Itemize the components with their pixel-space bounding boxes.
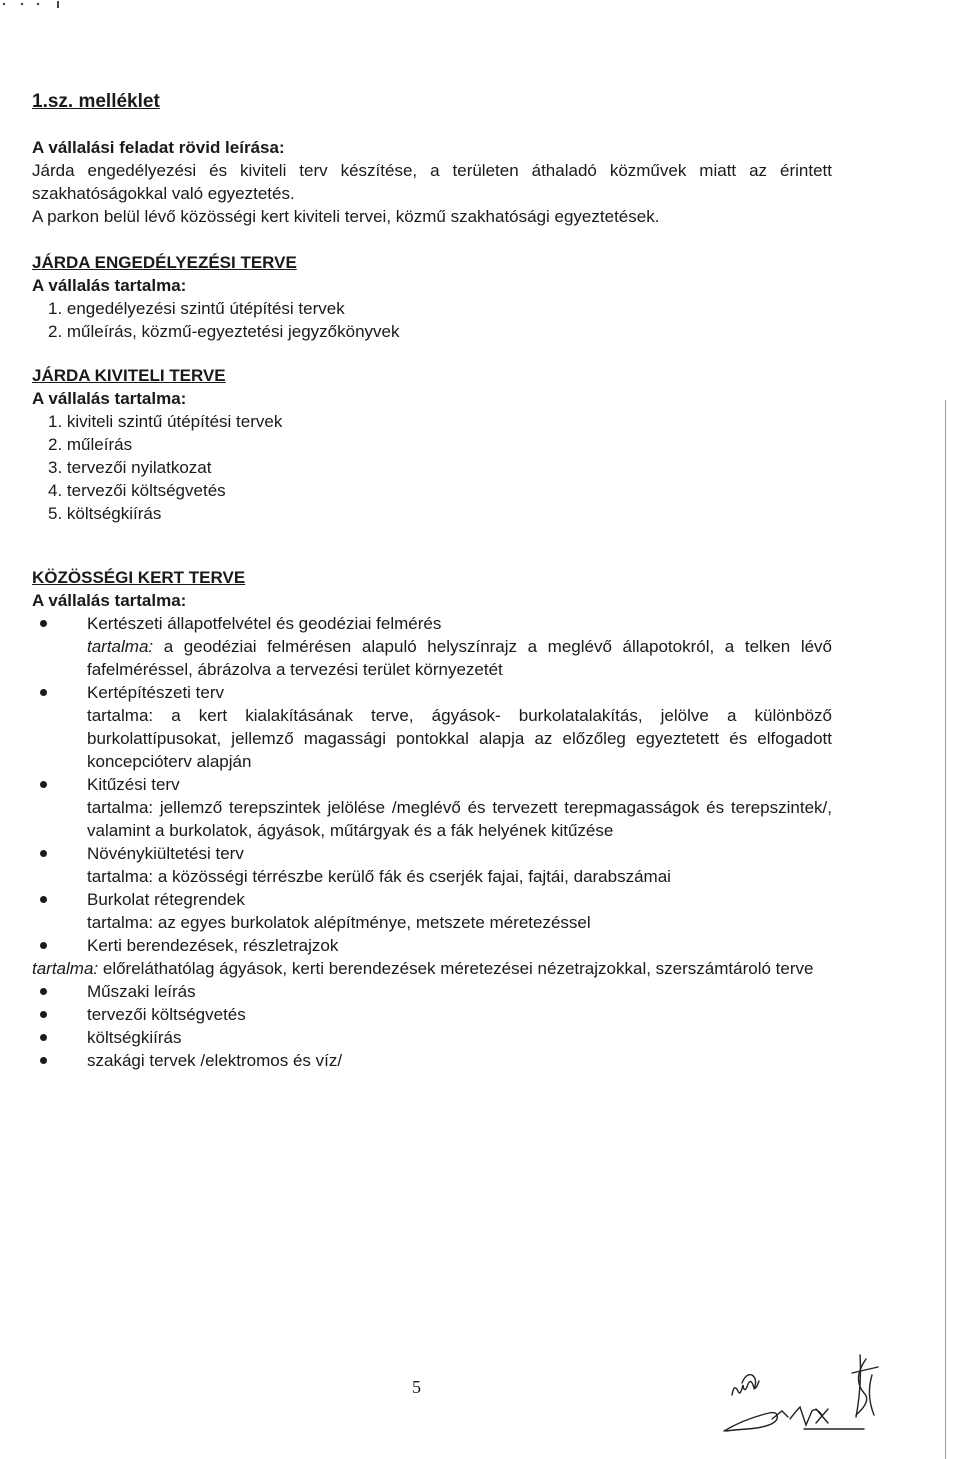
list-item (32, 773, 832, 842)
desc-text: a közösségi térrészbe kerülő fák és cserjék fajai, fajtái, darabszámai (153, 867, 671, 886)
item-description (87, 865, 832, 888)
task-heading: A vállalási feladat rövid leírása: (32, 138, 285, 157)
bullet-icon (40, 1011, 47, 1018)
list-item (32, 1003, 832, 1026)
section-subheading: A vállalás tartalma: (32, 591, 187, 610)
scan-marks (0, 0, 80, 12)
item-description (87, 704, 832, 773)
list-item (32, 1049, 832, 1072)
list-item (32, 888, 832, 934)
item-title: szakági tervek /elektromos és víz/ (87, 1051, 343, 1070)
task-description (32, 136, 832, 228)
list-item (32, 842, 832, 888)
task-line: Járda engedélyezési és kiviteli terv készítése, a területen áthaladó közművek miatt az érintett szakhatóságokkal való egyeztetés. (32, 161, 832, 203)
section-community-garden (32, 566, 832, 1072)
item-title: Kertépítészeti terv (87, 683, 225, 702)
item-title: Műszaki leírás (87, 982, 196, 1001)
item-title: Kitűzési terv (87, 775, 180, 794)
bullet-icon (40, 896, 47, 903)
bullet-icon (40, 988, 47, 995)
item-description (32, 957, 832, 980)
item-description (87, 911, 832, 934)
list-item: 1. engedélyezési szintű útépítési tervek (48, 299, 345, 318)
desc-text: jellemző terepszintek jelölése /meglévő és tervezett terepmagasságok és terepszintek/, valamint a burkolatok, ágyások, műtárgyak és a fák helyének kitűzése (87, 798, 832, 840)
list-item: 2. műleírás (48, 435, 133, 454)
list-item: 5. költségkiírás (48, 504, 162, 523)
bullet-icon (40, 620, 47, 627)
list-item: 4. tervezői költségvetés (48, 481, 226, 500)
annex-label: 1.sz. melléklet (32, 91, 160, 112)
section-subheading: A vállalás tartalma: (32, 389, 187, 408)
section-heading: JÁRDA ENGEDÉLYEZÉSI TERVE (32, 253, 297, 272)
item-title: Növénykiültetési terv (87, 844, 244, 863)
desc-label: tartalma: (87, 706, 154, 725)
desc-text: a geodéziai felmérésen alapuló helyszínrajz a meglévő állapotokról, a telken lévő fafelméréssel, ábrázolva a tervezési terület környezetét (87, 637, 832, 679)
item-title: Burkolat rétegrendek (87, 890, 245, 909)
list-item (32, 681, 832, 773)
bullet-icon (40, 689, 47, 696)
task-line: A parkon belül lévő közösségi kert kiviteli tervei, közmű szakhatósági egyeztetések. (32, 207, 660, 226)
item-description (87, 796, 832, 842)
execution-items (32, 410, 832, 525)
section-heading: JÁRDA KIVITELI TERVE (32, 366, 226, 385)
list-item (32, 980, 832, 1003)
desc-text: az egyes burkolatok alépítménye, metszete méretezéssel (153, 913, 591, 932)
desc-text: előreláthatólag ágyások, kerti berendezések méretezései nézetrajzokkal, szerszámtároló terve (98, 959, 814, 978)
item-description (87, 635, 832, 681)
permit-items (32, 297, 832, 343)
desc-label: tartalma: (87, 913, 154, 932)
signature-icon (720, 1345, 920, 1440)
item-title: Kerti berendezések, részletrajzok (87, 936, 339, 955)
bullet-icon (40, 942, 47, 949)
bullet-icon (40, 1057, 47, 1064)
page-number: 5 (412, 1377, 421, 1397)
bullet-icon (40, 781, 47, 788)
list-item (32, 1026, 832, 1049)
item-title: tervezői költségvetés (87, 1005, 246, 1024)
bullet-icon (40, 1034, 47, 1041)
list-item: 2. műleírás, közmű-egyeztetési jegyzőkönyvek (48, 322, 400, 341)
item-title: költségkiírás (87, 1028, 182, 1047)
list-item (32, 612, 832, 681)
desc-label: tartalma: (32, 959, 99, 978)
desc-label: tartalma: (87, 637, 154, 656)
bullet-icon (40, 850, 47, 857)
section-execution-plan (32, 364, 832, 525)
desc-label: tartalma: (87, 867, 154, 886)
desc-text: a kert kialakításának terve, ágyások- burkolatalakítás, jelölve a különböző burkolattípusokat, jellemző magassági pontokkal alapja az előzőleg egyeztetett és elfogadott koncepcióterv alapján (87, 706, 832, 771)
list-item (32, 934, 832, 980)
section-heading: KÖZÖSSÉGI KERT TERVE (32, 568, 246, 587)
list-item: 3. tervezői nyilatkozat (48, 458, 212, 477)
section-subheading: A vállalás tartalma: (32, 276, 187, 295)
garden-items (32, 612, 832, 1072)
margin-line (945, 400, 946, 1459)
desc-label: tartalma: (87, 798, 154, 817)
section-permit-plan (32, 251, 832, 343)
list-item: 1. kiviteli szintű útépítési tervek (48, 412, 283, 431)
item-title: Kertészeti állapotfelvétel és geodéziai felmérés (87, 614, 442, 633)
